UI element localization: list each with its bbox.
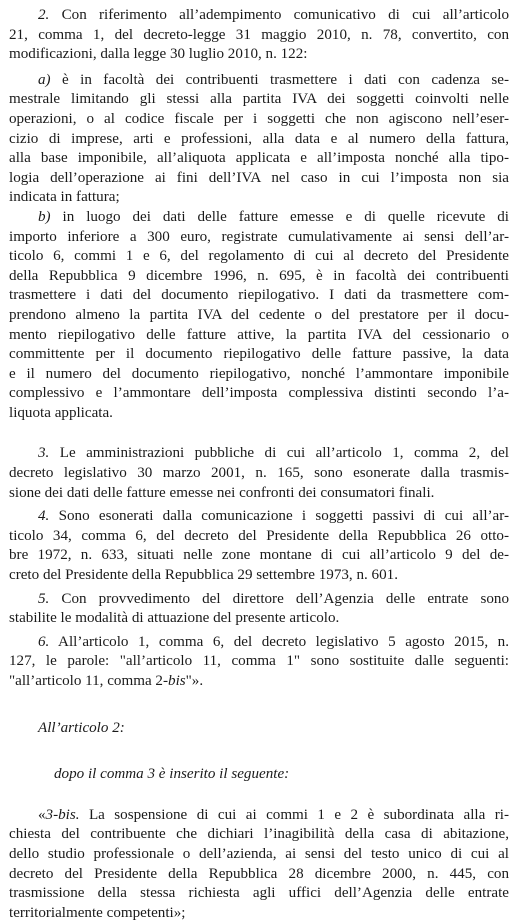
paragraph-5	[9, 590, 509, 629]
paragraph-2b	[9, 208, 509, 424]
text-line: complessivo e l’ammontare dell’imposta complessiva distinti secondo l’a-	[9, 385, 509, 402]
text-line: decreto legislativo 30 marzo 2001, n. 165, sono esonerate dalla trasmis-	[9, 465, 509, 482]
text-line: mento riepilogativo delle fatture attive, la partita IVA del cessionario o	[9, 326, 509, 343]
article-heading: All’articolo 2:	[38, 719, 125, 736]
text-line: dello studio professionale o dell’azienda, ai sensi del testo unico di cui al	[9, 845, 509, 862]
text-line: alla base imponibile, all’aliquota applicata e all’imposta nonché alla tipo-	[9, 150, 509, 167]
text-line: logia dell’operazione ai fini dell’IVA nel caso in cui l’imposta non sia	[9, 169, 509, 186]
text-line: trasmissione della stessa richiesta agli uffici dell’Agenzia delle entrate	[9, 885, 509, 902]
paragraph-6	[9, 633, 509, 692]
text-line: cizio di imprese, arti e professioni, alla data e al numero della fattura,	[9, 130, 509, 147]
text-line: b) in luogo dei dati delle fatture emesse e di quelle ricevute di	[38, 208, 509, 225]
insert-heading: dopo il comma 3 è inserito il seguente:	[54, 766, 290, 783]
text-line: 4. Sono esonerati dalla comunicazione i soggetti passivi di cui all’ar-	[38, 508, 509, 525]
text-line: 5. Con provvedimento del direttore dell’Agenzia delle entrate sono	[38, 590, 509, 607]
text-line: della Repubblica 9 dicembre 1996, n. 695, è in facoltà dei contribuenti	[9, 267, 509, 284]
text-line: a) è in facoltà dei contribuenti trasmettere i dati con cadenza se-	[38, 71, 509, 88]
paragraph-3	[9, 444, 509, 503]
text-line: e il numero del documento riepilogativo, nonché l’ammontare imponibile	[9, 365, 509, 382]
paragraph-4	[9, 507, 509, 585]
text-line: operazioni, o al codice fiscale per i soggetti che non agiscono nell’eser-	[9, 110, 509, 127]
text-line: chiesta del contribuente che dichiari l’inagibilità della casa di abitazione,	[9, 826, 509, 843]
text-line: prendono almeno la partita IVA del cedente o del prestatore per il docu-	[9, 306, 509, 323]
text-line: 3. Le amministrazioni pubbliche di cui all’articolo 1, comma 2, del	[38, 445, 509, 462]
text-line: ticolo 6, commi 1 e 6, del regolamento di cui al decreto del Presidente	[9, 248, 509, 265]
text-line: 127, le parole: "all’articolo 11, comma 1" sono sostituite dalle seguenti:	[9, 653, 509, 670]
quoted-paragraph	[9, 806, 509, 923]
text-line: committente per il documento riepilogativo delle fatture passive, la data	[9, 346, 509, 363]
text-line: decreto del Presidente della Repubblica 28 dicembre 2000, n. 445, con	[9, 865, 509, 882]
text-line: «3-bis. La sospensione di cui ai commi 1 e 2 è subordinata alla ri-	[38, 806, 509, 823]
text-line: indicata in fattura;	[9, 189, 120, 206]
text-line: 6. All’articolo 1, comma 6, del decreto legislativo 5 agosto 2015, n.	[38, 633, 509, 650]
text-line: mestrale limitando gli stessi alla partita IVA dei soggetti coinvolti nelle	[9, 91, 509, 108]
text-line: sione dei dati delle fatture emesse nei confronti dei consumatori finali.	[9, 484, 435, 501]
paragraph-2	[9, 6, 509, 65]
text-line: stabilite le modalità di attuazione del presente articolo.	[9, 610, 340, 627]
text-line: ticolo 34, comma 6, del decreto del Presidente della Repubblica 26 otto-	[9, 527, 509, 544]
text-line: importo inferiore a 300 euro, registrate cumulativamente ai sensi dell’ar-	[9, 228, 509, 245]
text-line: territorialmente competenti»;	[9, 904, 186, 921]
text-line: "all’articolo 11, comma 2-bis"».	[9, 673, 204, 689]
text-line: modificazioni, dalla legge 30 luglio 2010, n. 122:	[9, 46, 308, 63]
text-line: 21, comma 1, del decreto-legge 31 maggio 2010, n. 78, convertito, con	[9, 26, 509, 43]
text-line: trasmettere i dati del documento riepilogativo. I dati da trasmettere com-	[9, 287, 509, 304]
text-line: creto del Presidente della Repubblica 29 settembre 1973, n. 601.	[9, 567, 398, 584]
paragraph-2a	[9, 71, 509, 208]
text-line: 2. Con riferimento all’adempimento comunicativo di cui all’articolo	[38, 7, 509, 23]
text-line: liquota applicata.	[9, 404, 113, 421]
text-line: bre 1972, n. 633, situati nelle zone montane di cui all’articolo 9 del de-	[9, 547, 509, 564]
